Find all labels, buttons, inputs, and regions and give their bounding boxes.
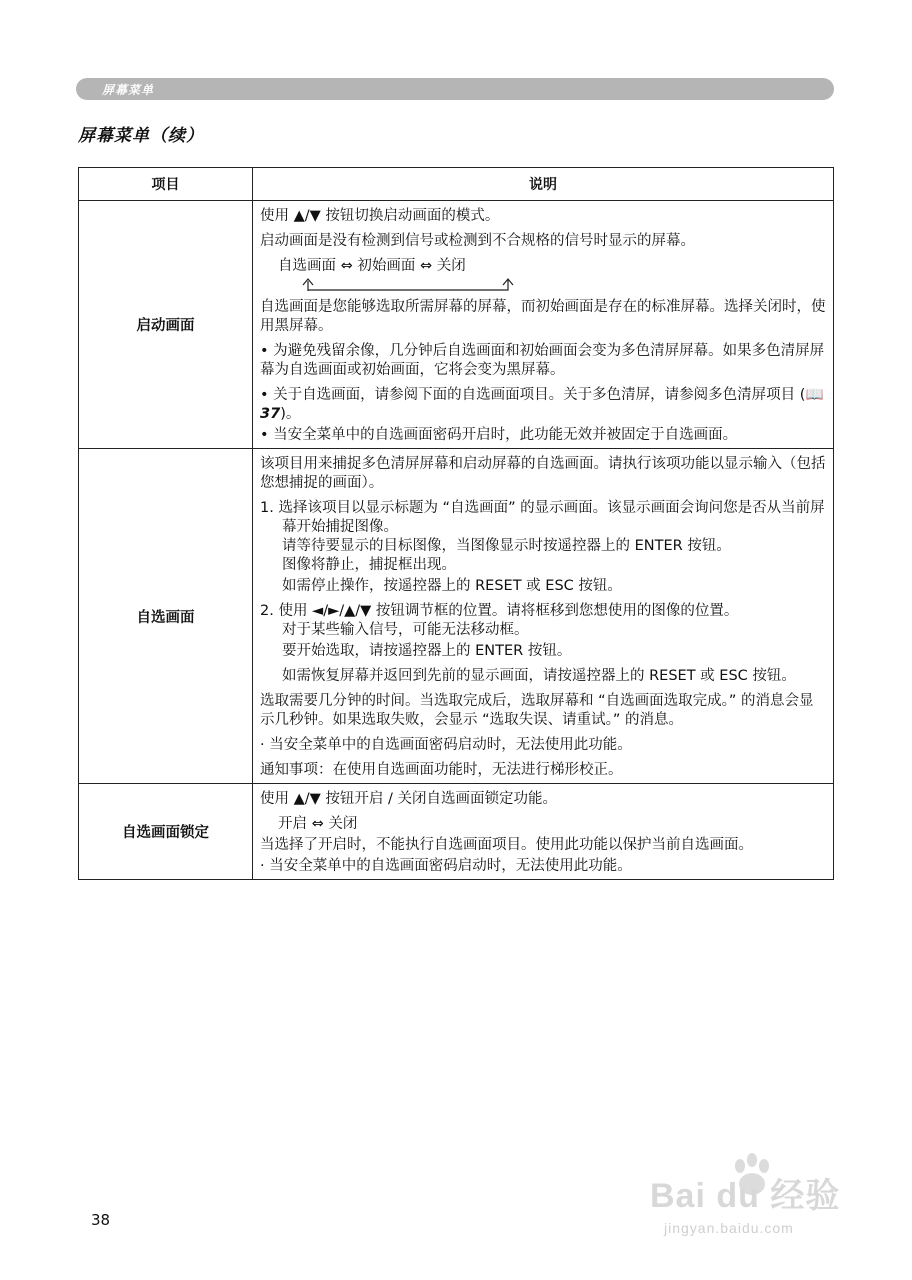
watermark-url: jingyan.baidu.com [664, 1220, 794, 1236]
section-label: 屏幕菜单 [102, 83, 155, 97]
watermark-logo: Bai du 经验 [650, 1177, 841, 1215]
baidu-watermark [650, 1168, 860, 1248]
mode-cycle-flow: 自选画面 ⇔ 初始画面 ⇔ 关闭 [278, 258, 466, 274]
desc-line: 自选画面是您能够选取所需屏幕的屏幕，而初始画面是存在的标准屏幕。选择关闭时，使用黑屏幕。 [260, 299, 826, 334]
desc-text: )。 [280, 406, 301, 422]
desc-line: 选取需要几分钟的时间。当选取完成后，选取屏幕和 “自选画面选取完成。” 的消息会显示几秒钟。如果选取失败，会显示 “选取失误、请重试。” 的消息。 [260, 693, 814, 728]
desc-line: 该项目用来捕捉多色清屏屏幕和启动屏幕的自选画面。请执行该项功能以显示输入（包括您想捕捉的画面）。 [260, 456, 826, 491]
desc-line: • 当安全菜单中的自选画面密码开启时，此功能无效并被固定于自选画面。 [260, 427, 738, 443]
table-row [79, 449, 834, 784]
item-description [253, 784, 834, 880]
desc-line: 当选择了开启时，不能执行自选画面项目。使用此功能以保护当前自选画面。 [260, 837, 753, 853]
page-reference: 37 [260, 406, 281, 422]
item-description [253, 449, 834, 784]
item-name: 自选画面锁定 [79, 784, 253, 880]
desc-line [260, 386, 827, 424]
page-title: 屏幕菜单（续） [78, 126, 204, 146]
page-number: 38 [91, 1211, 111, 1229]
step-1: 1. 选择该项目以显示标题为 “自选画面” 的显示画面。该显示画面会询问您是否从当前屏幕开始捕捉图像。 [260, 500, 825, 535]
notice-line: 通知事项：在使用自选画面功能时，无法进行梯形校正。 [260, 762, 623, 778]
loop-arrow-icon [300, 276, 515, 292]
table-row [79, 201, 834, 449]
section-header-bar [76, 78, 834, 100]
book-icon: 📖 [805, 387, 824, 403]
item-description [253, 201, 834, 449]
mode-cycle-flow: 开启 ⇔ 关闭 [278, 816, 358, 832]
desc-text: • 关于自选画面，请参阅下面的自选画面项目。关于多色清屏，请参阅多色清屏项目 ( [260, 387, 806, 403]
step-2: 2. 使用 ◄/►/▲/▼ 按钮调节框的位置。请将框移到您想使用的图像的位置。 [260, 603, 739, 619]
step-detail: 如需停止操作，按遥控器上的 RESET 或 ESC 按钮。 [282, 578, 622, 594]
item-name: 自选画面 [79, 449, 253, 784]
desc-line: · 当安全菜单中的自选画面密码启动时，无法使用此功能。 [260, 737, 632, 753]
table-header-row [79, 168, 834, 201]
item-name: 启动画面 [79, 201, 253, 449]
col-header-item: 项目 [79, 168, 253, 201]
step-detail: 请等待要显示的目标图像，当图像显示时按遥控器上的 ENTER 按钮。 [282, 538, 731, 554]
step-detail: 要开始选取，请按遥控器上的 ENTER 按钮。 [282, 643, 572, 659]
desc-line: · 当安全菜单中的自选画面密码启动时，无法使用此功能。 [260, 858, 632, 874]
step-detail: 对于某些输入信号，可能无法移动框。 [282, 622, 529, 638]
step-detail: 如需恢复屏幕并返回到先前的显示画面，请按遥控器上的 RESET 或 ESC 按钮。 [282, 668, 796, 684]
col-header-desc: 说明 [253, 168, 834, 201]
desc-line: 启动画面是没有检测到信号或检测到不合规格的信号时显示的屏幕。 [260, 233, 695, 249]
desc-line: 使用 ▲/▼ 按钮开启 / 关闭自选画面锁定功能。 [260, 791, 558, 807]
desc-line: 使用 ▲/▼ 按钮切换启动画面的模式。 [260, 208, 500, 224]
menu-spec-table [78, 167, 834, 880]
step-detail: 图像将静止，捕捉框出现。 [282, 557, 456, 573]
desc-line: • 为避免残留余像，几分钟后自选画面和初始画面会变为多色清屏屏幕。如果多色清屏屏幕为自选画面或初始画面，它将会变为黑屏幕。 [260, 343, 825, 378]
table-row [79, 784, 834, 880]
